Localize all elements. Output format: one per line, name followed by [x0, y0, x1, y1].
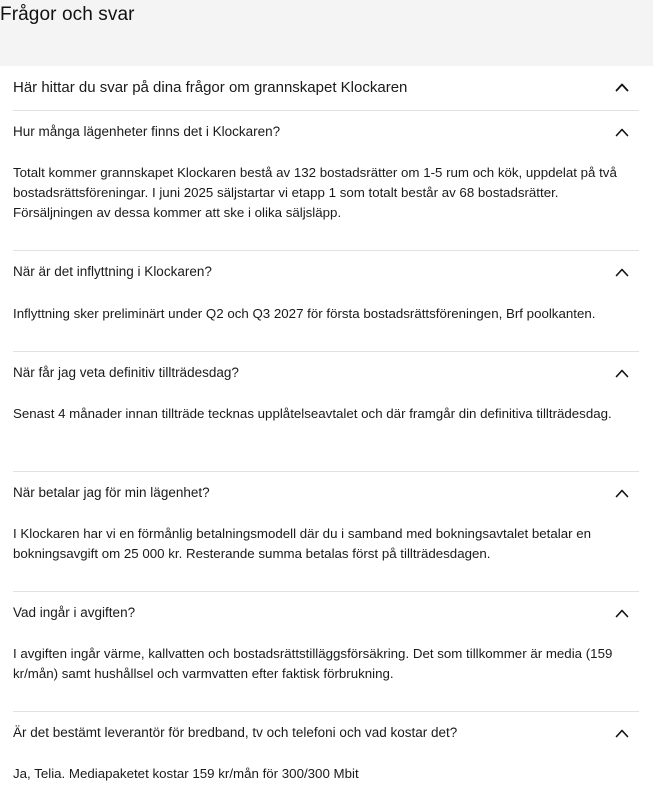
chevron-up-icon[interactable]: [615, 728, 629, 738]
faq-item: [13, 591, 639, 712]
faq-answer: Totalt kommer grannskapet Klockaren bestå av 132 bostadsrätter om 1-5 rum och kök, uppdelat på två bostadsrättsföreningar. I juni 2025 säljstartar vi etapp 1 som totalt består av 68 bostadsrätter. Försäljningen av dessa kommer att ske i olika säljsläpp.: [13, 165, 617, 220]
faq-answer: Inflyttning sker preliminärt under Q2 och Q3 2027 för första bostadsrättsföreningen, Brf poolkanten.: [13, 306, 596, 321]
faq-question: När får jag veta definitiv tillträdesdag?: [13, 365, 239, 380]
chevron-up-icon[interactable]: [615, 267, 629, 277]
faq-section-header[interactable]: [13, 66, 639, 111]
chevron-up-icon[interactable]: [615, 127, 629, 137]
faq-item: [13, 351, 639, 472]
faq-question: Vad ingår i avgiften?: [13, 605, 136, 620]
faq-item: [13, 711, 639, 796]
chevron-up-icon[interactable]: [615, 488, 629, 498]
chevron-up-icon[interactable]: [615, 82, 629, 92]
faq-answer: Senast 4 månader innan tillträde tecknas upplåtelseavtalet och där framgår din definitiva tillträdesdag.: [13, 406, 612, 421]
faq-question-toggle[interactable]: [13, 110, 639, 154]
faq-question-toggle[interactable]: [13, 471, 639, 515]
page-title: Frågor och svar: [0, 4, 135, 25]
faq-question: När är det inflyttning i Klockaren?: [13, 264, 212, 279]
faq-item: [13, 471, 639, 592]
faq-answer: Ja, Telia. Mediapaketet kostar 159 kr/mån för 300/300 Mbit: [13, 766, 359, 781]
faq-question: Är det bestämt leverantör för bredband, tv och telefoni och vad kostar det?: [13, 725, 458, 740]
faq-question: När betalar jag för min lägenhet?: [13, 485, 210, 500]
chevron-up-icon[interactable]: [615, 608, 629, 618]
faq-question: Hur många lägenheter finns det i Klockaren?: [13, 124, 281, 139]
faq-panel: [0, 66, 653, 796]
faq-question-toggle[interactable]: [13, 591, 639, 635]
faq-answer: I Klockaren har vi en förmånlig betalningsmodell där du i samband med bokningsavtalet betalar en bokningsavgift om 25 000 kr. Resterande summa betalas först på tillträdesdagen.: [13, 526, 592, 561]
faq-question-toggle[interactable]: [13, 711, 639, 755]
faq-answer: I avgiften ingår värme, kallvatten och bostadsrättstilläggsförsäkring. Det som tillkommer är media (159 kr/mån) samt hushållsel och varmvatten efter faktisk förbrukning.: [13, 646, 613, 681]
faq-question-toggle[interactable]: [13, 351, 639, 395]
faq-question-toggle[interactable]: [13, 250, 639, 294]
faq-section-title: Här hittar du svar på dina frågor om grannskapet Klockaren: [13, 79, 408, 96]
chevron-up-icon[interactable]: [615, 368, 629, 378]
faq-item: [13, 110, 639, 251]
faq-item: [13, 250, 639, 352]
